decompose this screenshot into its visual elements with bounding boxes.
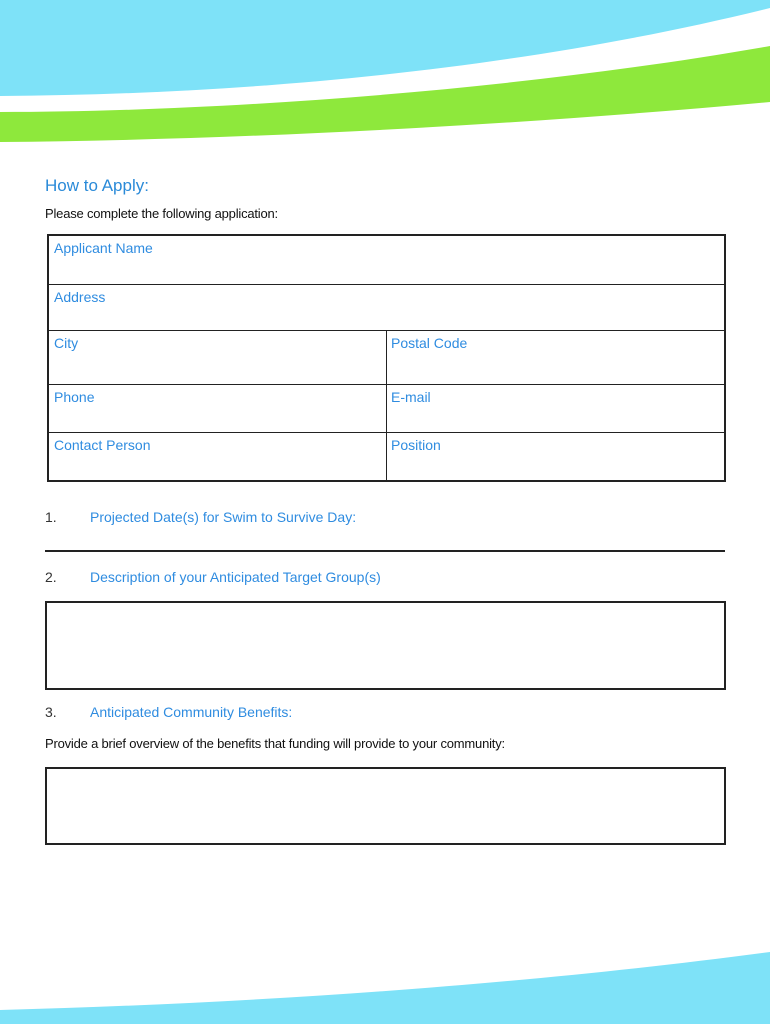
postal-code-label: Postal Code — [391, 335, 468, 351]
question-2-number: 2. — [45, 569, 57, 585]
applicant-name-field[interactable] — [49, 236, 724, 284]
phone-field[interactable] — [49, 385, 387, 432]
postal-code-field[interactable] — [387, 331, 724, 384]
row-applicant-name — [49, 236, 724, 285]
address-field[interactable] — [49, 285, 724, 330]
row-phone-email — [49, 385, 724, 433]
phone-label: Phone — [54, 389, 95, 405]
question-1-label: Projected Date(s) for Swim to Survive Day: — [90, 509, 357, 525]
page-title: How to Apply: — [45, 176, 149, 195]
benefits-description: Provide a brief overview of the benefits that funding will provide to your community: — [45, 736, 505, 751]
row-city-postal — [49, 331, 724, 385]
applicant-info-table — [47, 234, 726, 482]
row-address — [49, 285, 724, 331]
row-contact-position — [49, 433, 724, 480]
applicant-name-label: Applicant Name — [54, 240, 153, 256]
footer-wave-decoration — [0, 940, 770, 1024]
cyan-footer-wave — [0, 952, 770, 1024]
question-2-label: Description of your Anticipated Target Group(s) — [90, 569, 381, 585]
header-wave-decoration — [0, 0, 770, 150]
contact-person-label: Contact Person — [54, 437, 151, 453]
email-field[interactable] — [387, 385, 724, 432]
projected-dates-answer-line[interactable] — [45, 550, 725, 552]
city-label: City — [54, 335, 79, 351]
email-label: E-mail — [391, 389, 431, 405]
target-group-textarea[interactable] — [45, 601, 726, 690]
question-3-number: 3. — [45, 704, 57, 720]
question-1-number: 1. — [45, 509, 57, 525]
position-label: Position — [391, 437, 441, 453]
contact-person-field[interactable] — [49, 433, 387, 480]
community-benefits-textarea[interactable] — [45, 767, 726, 845]
city-field[interactable] — [49, 331, 387, 384]
question-3-label: Anticipated Community Benefits: — [90, 704, 293, 720]
position-field[interactable] — [387, 433, 724, 480]
intro-text: Please complete the following application: — [45, 206, 278, 221]
address-label: Address — [54, 289, 106, 305]
